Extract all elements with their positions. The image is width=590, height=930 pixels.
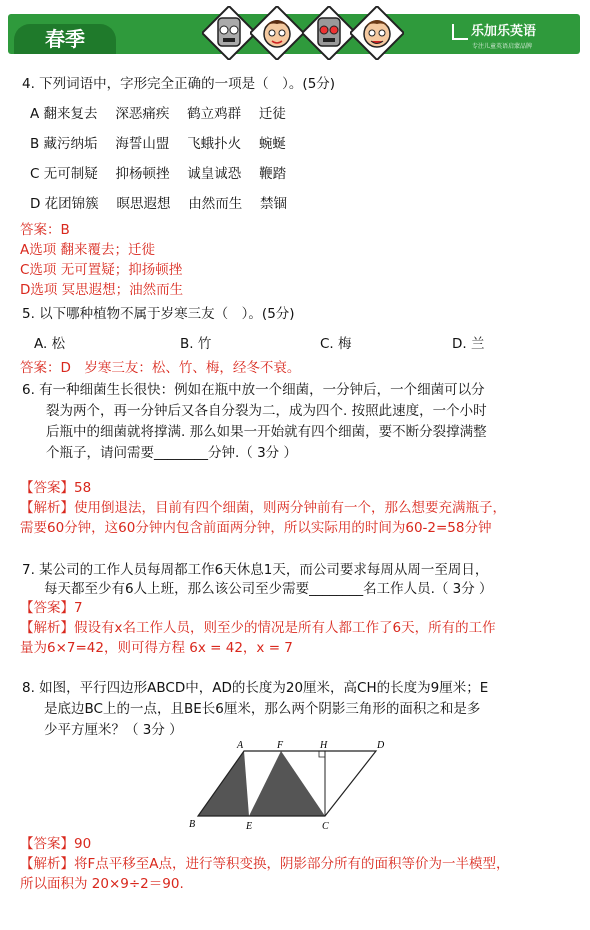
q6-line-1: 6. 有一种细菌生长很快：例如在瓶中放一个细菌，一分钟后，一个细菌可以分 [22,382,485,398]
cartoon-heads [202,0,452,64]
q8-analysis-1: 【解析】将F点平移至A点，进行等积变换，阴影部分所有的面积等价为一半模型， [20,856,510,872]
label-e: E [246,821,253,832]
shaded-triangle-abe [198,751,249,816]
q4-option-c: C 无可制疑 抑杨顿挫 诚皇诚恐 鞭踏 [30,166,287,182]
q4-note-d: D选项 冥思遐想；油然而生 [20,282,184,298]
q7-analysis-2: 量为6×7=42，则可得方程 6x = 42，x = 7 [20,640,293,656]
q8-line-1: 8. 如图，平行四边形ABCD中，AD的长度为20厘米，高CH的长度为9厘米；E [22,680,489,696]
label-d: D [377,740,385,751]
q6-line-3: 后瓶中的细菌就将撑满. 那么如果一开始就有四个细菌，要不断分裂撑满整 [46,424,487,440]
logo-mark-icon [452,24,468,40]
q4-stem: 4. 下列词语中，字形完全正确的一项是（ ）。(5分) [22,76,336,92]
season-tab: 春季 [14,24,116,54]
robot-head-icon [202,6,256,60]
q4-note-c: C选项 无可置疑；抑扬顿挫 [20,262,183,278]
robot-head-icon [302,6,356,60]
shaded-triangle-fec [249,751,325,816]
logo-subtitle: 专注儿童英语启蒙品牌 [472,42,533,50]
q4-option-a: A 翻来复去 深恶痛疾 鹤立鸡群 迁徒 [30,106,286,122]
brand-logo [452,20,572,50]
q5-stem: 5. 以下哪种植物不属于岁寒三友（ ）。(5分) [22,306,295,322]
label-c: C [322,821,329,832]
q7-analysis-1: 【解析】假设有x名工作人员，则至少的情况是所有人都工作了6天，所有的工作 [20,620,496,636]
q8-analysis-2: 所以面积为 20×9÷2＝90. [20,876,184,892]
q7-line-1: 7. 某公司的工作人员每周都工作6天休息1天，而公司要求每周从周一至周日， [22,562,489,578]
q6-answer: 【答案】58 [20,480,92,496]
q6-line-2: 裂为两个，再一分钟后又各自分裂为二，成为四个. 按照此速度，一个小时 [46,403,487,419]
label-b: B [189,819,196,830]
q5-option-a: A. 松 [34,336,66,352]
q4-answer: 答案：B [20,222,70,238]
q6-analysis-1: 【解析】使用倒退法，目前有四个细菌，则两分钟前有一个，那么想要充满瓶子， [20,500,506,516]
q7-answer: 【答案】7 [20,600,83,616]
q4-option-b: B 藏污纳垢 海誓山盟 飞蛾扑火 蜿蜒 [30,136,286,152]
boy-head-icon [250,6,304,60]
right-angle-mark [319,751,325,757]
q6-line-4: 个瓶子，请问需要________分钟.（ 3分 ） [46,445,297,461]
q5-option-b: B. 竹 [180,336,212,352]
q4-option-d: D 花团锦簇 暝思遐想 由然而生 禁锢 [30,196,288,212]
header-banner [0,0,590,64]
parallelogram-figure [186,734,386,834]
q5-option-d: D. 兰 [452,336,485,352]
q8-answer: 【答案】90 [20,836,92,852]
q6-analysis-2: 需要60分钟，这60分钟内包含前面两分钟，所以实际用的时间为60-2=58分钟 [20,520,492,536]
label-a: A [237,740,244,751]
q8-line-2: 是底边BC上的一点，且BE长6厘米，那么两个阴影三角形的面积之和是多 [44,701,481,717]
q4-note-a: A选项 翻来覆去；迁徙 [20,242,156,258]
label-f: F [277,740,284,751]
boy-head-icon [350,6,404,60]
q7-line-2: 每天都至少有6人上班，那么该公司至少需要________名工作人员.（ 3分 ） [44,581,493,597]
q5-option-c: C. 梅 [320,336,352,352]
q5-answer: 答案：D 岁寒三友：松、竹、梅，经冬不衰。 [20,360,301,376]
logo-text: 乐加乐英语 [471,24,537,39]
q8-line-3: 少平方厘米？（ 3分 ） [44,722,183,738]
label-h: H [320,740,328,751]
